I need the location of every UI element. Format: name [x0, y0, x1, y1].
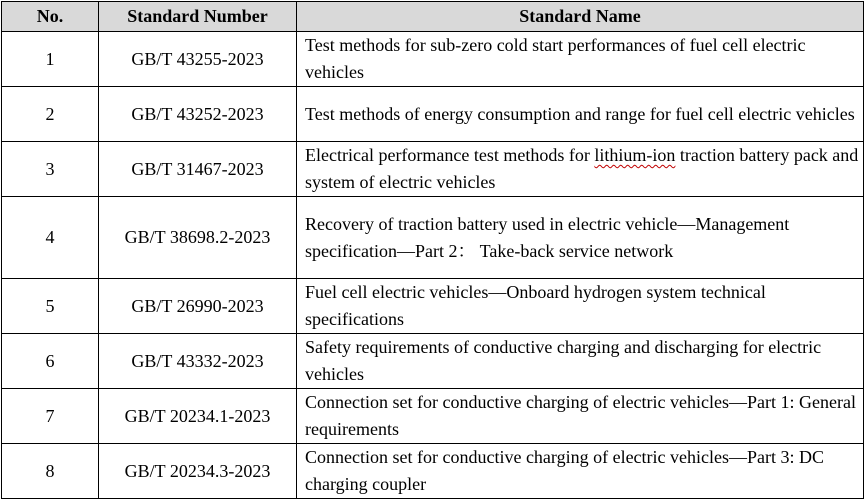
- name-part: traction battery pack and system of electric vehicles: [305, 145, 859, 192]
- row-standard-name: [297, 142, 864, 197]
- table-row: [2, 334, 864, 389]
- row-standard-name: Connection set for conductive charging of electric vehicles—Part 1: General requirements: [297, 389, 864, 444]
- standards-table: [1, 1, 864, 499]
- table-row: [2, 32, 864, 87]
- row-standard-number: GB/T 43252-2023: [99, 87, 297, 142]
- row-no: 2: [2, 87, 99, 142]
- row-standard-number: GB/T 20234.3-2023: [99, 444, 297, 499]
- row-standard-number: GB/T 43332-2023: [99, 334, 297, 389]
- row-standard-number: GB/T 26990-2023: [99, 279, 297, 334]
- row-no: 8: [2, 444, 99, 499]
- table-row: [2, 87, 864, 142]
- header-standard-name: Standard Name: [297, 2, 864, 32]
- row-no: 5: [2, 279, 99, 334]
- row-no: 6: [2, 334, 99, 389]
- row-standard-number: GB/T 38698.2-2023: [99, 197, 297, 279]
- row-standard-name: Test methods for sub-zero cold start performances of fuel cell electric vehicles: [297, 32, 864, 87]
- header-standard-number: Standard Number: [99, 2, 297, 32]
- table-row: [2, 444, 864, 499]
- table-row: [2, 279, 864, 334]
- spellcheck-word: lithium-ion: [594, 145, 676, 165]
- row-standard-name: Fuel cell electric vehicles—Onboard hydrogen system technical specifications: [297, 279, 864, 334]
- table-row: [2, 142, 864, 197]
- header-no: No.: [2, 2, 99, 32]
- row-standard-name: Test methods of energy consumption and range for fuel cell electric vehicles: [297, 87, 864, 142]
- header-row: [2, 2, 864, 32]
- table-row: [2, 197, 864, 279]
- row-standard-number: GB/T 43255-2023: [99, 32, 297, 87]
- row-standard-name: Recovery of traction battery used in electric vehicle—Management specification—Part 2： Take-back service network: [297, 197, 864, 279]
- row-standard-name: Safety requirements of conductive charging and discharging for electric vehicles: [297, 334, 864, 389]
- row-standard-number: GB/T 31467-2023: [99, 142, 297, 197]
- row-no: 7: [2, 389, 99, 444]
- row-no: 4: [2, 197, 99, 279]
- row-standard-name: Connection set for conductive charging of electric vehicles—Part 3: DC charging coupler: [297, 444, 864, 499]
- row-no: 1: [2, 32, 99, 87]
- table-row: [2, 389, 864, 444]
- row-standard-number: GB/T 20234.1-2023: [99, 389, 297, 444]
- row-no: 3: [2, 142, 99, 197]
- name-part: Electrical performance test methods for: [305, 145, 595, 165]
